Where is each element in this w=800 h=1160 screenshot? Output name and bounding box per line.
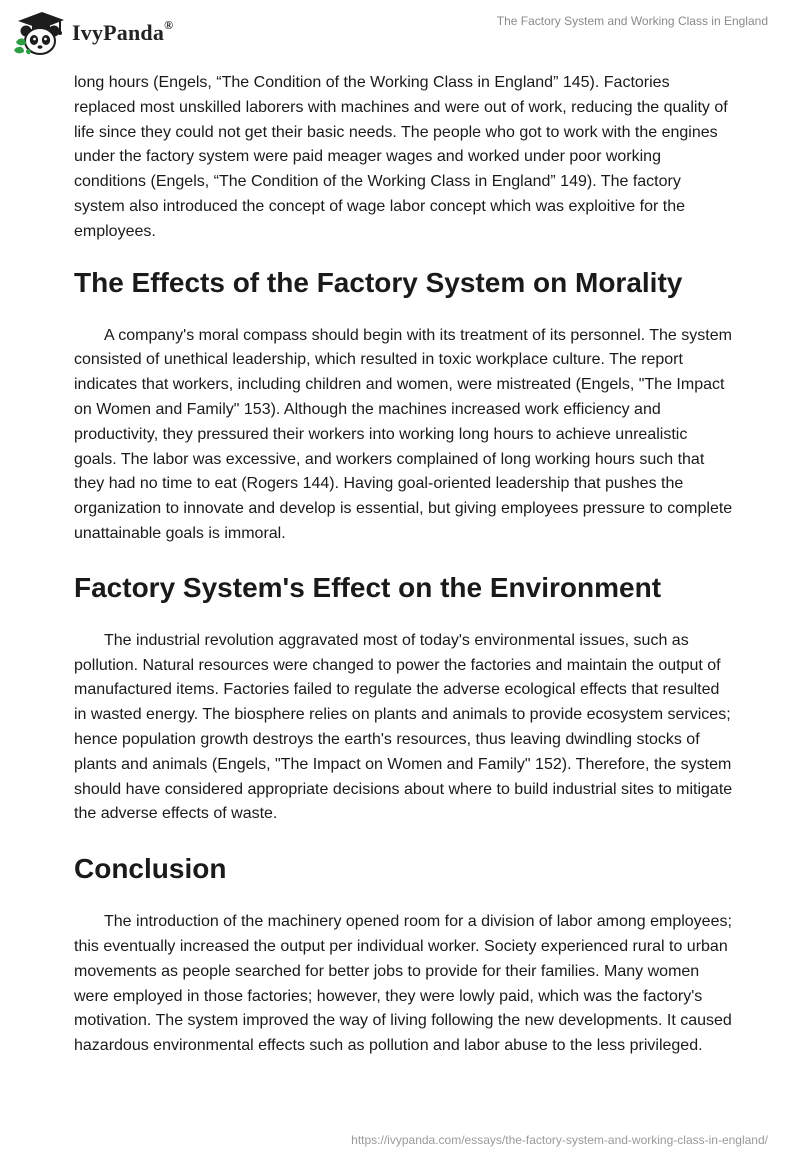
paragraph-morality: A company's moral compass should begin with its treatment of its personnel. The system consisted of unethical leadership, which resulted in toxic workplace culture. The report indicates that workers, including children and women, were mistreated (Engels, "The Impact on Women and Family" 153). Although the machines increased work efficiency and productivity, they pressured their workers into working long hours to achieve unrealistic goals. The labor was excessive, and workers complained of long working hours such that they had no time to eat (Rogers 144). Having goal-oriented leadership that pushes the organization to innovate and develop is essential, but giving employees pressure to complete unattainable goals is immoral. [74,326,733,542]
panda-graduate-icon [12,8,66,58]
heading-morality: The Effects of the Factory System on Morality [74,266,683,298]
brand-name: IvyPanda® [72,18,174,45]
heading-conclusion: Conclusion [74,853,227,885]
paragraph-conclusion: The introduction of the machinery opened room for a division of labor among employees; this eventually increased the output per individual worker. Society experienced rural to urban movements as people searched for better jobs to provide for their families. Many women were employed in those factories; however, they were lowly paid, which was the factory's motivation. The system improved the way of living following the new developments. It caused hazardous environmental effects such as pollution and labor abuse to the less privileged. [74,913,732,1055]
page-title: The Factory System and Working Class in England [496,14,768,28]
essay-content [74,71,734,1059]
paragraph-environment: The industrial revolution aggravated most of today's environmental issues, such as pollution. Natural resources were changed to power the factories and maintain the output of manufactured items. Factories failed to regulate the adverse ecological effects that resulted in wasted energy. The biosphere relies on plants and animals to provide ecosystem services; hence population growth destroys the earth's resources, thus leaving dwindling stocks of plants and animals (Engels, "The Impact on Women and Family" 152). Therefore, the system should have considered appropriate decisions about where to build industrial sites to mitigate the adverse effects of waste. [74,631,733,823]
intro-paragraph: long hours (Engels, “The Condition of the Working Class in England” 145). Factories replaced most unskilled laborers with machines and were out of work, reducing the quality of life since they could not get their basic needs. The people who got to work with the engines under the factory system were paid meager wages and worked under poor working conditions (Engels, “The Condition of the Working Class in England” 149). The factory system also introduced the concept of wage labor concept which was exploitive for the employees. [74,74,728,240]
ivypanda-logo[interactable] [12,8,173,58]
source-url[interactable]: https://ivypanda.com/essays/the-factory-system-and-working-class-in-england/ [351,1133,768,1147]
page-header [0,0,800,70]
heading-environment: Factory System's Effect on the Environment [74,571,662,603]
